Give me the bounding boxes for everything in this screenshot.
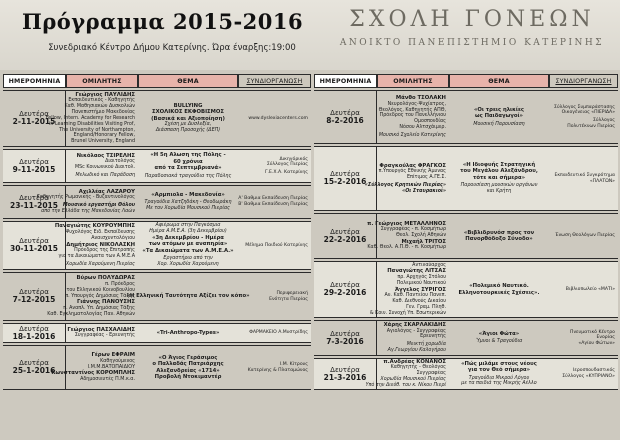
speaker-cell — [54, 222, 138, 269]
date-cell — [314, 321, 377, 355]
text-line: in Learning Disabilities Visiting Prof, — [49, 121, 135, 127]
day-label: Δευτέρα — [19, 288, 49, 297]
organizer-cell — [549, 214, 618, 258]
day-label: Δευτέρα — [19, 193, 49, 202]
text-line: «3η Δεκεμβρίου - Ημέρα — [152, 234, 224, 241]
schedule-row — [314, 213, 618, 259]
text-line: Σύλλογος Συμπαράστασης — [554, 104, 615, 110]
text-line: Χορωδία Μουσικού Πιερίας — [380, 377, 446, 383]
speaker-cell — [45, 91, 138, 146]
subject-cell — [449, 91, 549, 143]
organizer-cell — [238, 222, 311, 269]
schedule-row — [3, 272, 311, 321]
organizer-cell — [549, 91, 618, 143]
text-line: τότε και σήμερα» — [472, 174, 526, 181]
speaker-cell — [365, 359, 449, 389]
text-line: Μουσικό Σχολείο Κατερίνης — [378, 132, 446, 138]
text-line: Μουσική Παρουσίαση — [473, 121, 525, 127]
schedule-row — [3, 90, 311, 147]
text-line: Διαιτολόγος — [105, 159, 135, 165]
date-label: 25-1-2016 — [12, 366, 56, 376]
text-line: Ενορίας — [596, 335, 615, 341]
text-line: Προβολή Ντοκιμαντέρ — [154, 373, 222, 380]
text-line: «Η Ελληνική Ταυτότητα Αξίζει τον κόπο» — [126, 293, 250, 300]
text-line: Κωνσταντίνος ΚΟΡΟΜΠΛΗΣ — [51, 370, 135, 377]
schedule-row — [3, 221, 311, 270]
text-line: Συγγραφέας - Ερευνητής — [74, 333, 135, 339]
col-header-org-left: ΣΥΝΔΙΟΡΓΑΝΩΣΗ — [238, 74, 311, 88]
text-line: Σύλλογος «ΚΥΠΡΙΑΝΟ» — [562, 374, 615, 379]
text-line: Χορωδία Χαρούμενη Πιερίας — [65, 261, 135, 267]
date-label: 22-2-2016 — [323, 234, 367, 244]
text-line: Δημήτριος ΝΙΚΟΛΑΣΚΗ — [66, 241, 135, 248]
day-label: Δευτέρα — [330, 329, 360, 338]
text-line: π. Υπουργός Δημόσιας Τάξης — [65, 293, 135, 299]
organizer-cell — [238, 346, 311, 389]
text-line: Πανορθόδοξο Σύνοδο» — [465, 236, 533, 242]
text-line: Γεώργιος ΠΑΣΧΑΛΙΔΗΣ — [67, 326, 135, 333]
speaker-cell — [66, 324, 138, 342]
organizer-cell — [238, 186, 311, 218]
text-line: Υπό την Διεύθ. του κ. Νίκου Πιερί — [365, 383, 446, 389]
text-line: MSc Κοινωνικού Διαιτολ. — [75, 165, 135, 171]
text-line: The University of Northampton, — [59, 127, 135, 133]
subject-cell — [138, 324, 238, 342]
text-line: από την Ελλάδα της Μακεδονίας Λαών — [41, 209, 135, 215]
text-line: Δικηγόρικός — [279, 156, 308, 162]
text-line: Παραδοσιακά τραγούδια της Πόλης — [144, 173, 232, 179]
text-line: Πολεμικού Ναυτικού — [396, 280, 446, 286]
text-line: Fellow, Intern. Academy for Research — [45, 115, 135, 121]
text-line: και Κρήτη — [486, 189, 512, 195]
date-label: 30-11-2015 — [10, 244, 58, 254]
text-line: «Αγίου Φώτων» — [578, 340, 615, 346]
date-cell — [314, 147, 377, 210]
speaker-cell — [369, 262, 449, 317]
text-line: π. Γεώργιος ΜΕΤΑΛΛΗΝΟΣ — [367, 220, 446, 227]
text-line: & Κοιν. Συνοχή Υπ. Εσωτερικών — [369, 310, 446, 316]
date-cell — [3, 324, 66, 342]
text-line: «Ο Άγιος Γεράσιμος — [158, 354, 218, 361]
text-line: «ΠΛΑΤΩΝ» — [589, 178, 615, 184]
text-line: Εκπαιδευτικός - Καθηγητής — [68, 98, 135, 104]
text-line: Τραγούδια Μικρού Λόγου — [468, 375, 530, 381]
schedule-row — [314, 90, 618, 144]
schedule-row — [3, 345, 311, 390]
text-line: Πρόεδρος της Επιτροπής — [74, 248, 135, 254]
speaker-cell — [36, 186, 138, 218]
text-line: Γιάννης ΠΑΝΟΥΣΗΣ — [76, 299, 135, 306]
subject-cell — [449, 359, 549, 389]
text-line: «Τα Δικαιώματα των Α.Μ.Ε.Α.» — [142, 247, 234, 254]
text-line: Εκπαιδευτικό Συγκρότημα — [554, 172, 615, 178]
text-line: Αν. Καθ. Παντείου Πανεπ. — [384, 293, 446, 299]
date-label: 8-2-2016 — [326, 115, 364, 125]
organizer-cell — [549, 262, 618, 317]
text-line: Παρουσίαση μουσικών οργάνων — [460, 183, 538, 189]
text-line: Τραγούδια Χατζηδάκη - Θεοδωράκη — [144, 200, 232, 206]
speaker-cell — [66, 150, 138, 182]
text-line: Σύλλογος Πιερίας — [266, 162, 308, 168]
day-label: Δευτέρα — [330, 170, 360, 179]
text-line: «Αρμπιολα - Μακεδονία» — [151, 191, 225, 198]
text-line: για τα Δικαιώματα των Α.Μ.Ε.Α — [58, 253, 135, 259]
text-line: «Οι τρεις ηλικίες — [473, 106, 525, 113]
text-line: Νόσου Αλτσχάιμερ. — [399, 125, 446, 131]
subject-cell — [449, 214, 549, 258]
text-line: Παναγιώτης ΚΟΥΡΟΥΜΠΗΣ — [54, 223, 135, 230]
subject-cell — [449, 147, 549, 210]
text-line: «Οι Σταυρακιοί» — [402, 188, 446, 194]
date-label: 18-1-2016 — [12, 331, 56, 341]
schedule-row — [3, 323, 311, 343]
text-line: «Πολεμικό Ναυτικό. — [469, 283, 529, 290]
text-line: Θεολ. Σχολή Αθηνών — [396, 233, 446, 239]
text-line: Χάρης ΣΚΑΡΛΑΚΙΔΗΣ — [383, 322, 446, 329]
day-label: Δευτέρα — [19, 157, 49, 166]
text-line: Γ.Ε.Χ.Α. Κατερίνης — [265, 169, 308, 175]
university-name: ΑΝΟΙΚΤΟ ΠΑΝΕΠΙΣΤΗΜΙΟ ΚΑΤΕΡΙΝΗΣ — [339, 38, 605, 48]
school-name: ΣΧΟΛΗ ΓΟΝΕΩΝ — [349, 7, 595, 32]
text-line: Νευρολόγος-Ψυχίατρος, — [387, 101, 446, 107]
text-line: Ι.Μ.Μ.ΒΑΤΟΠΑΙΔΙΟΥ — [87, 364, 135, 370]
text-line: England/Honorary Fellow, — [73, 133, 135, 139]
text-line: Ενότητα Πιερίας — [269, 296, 308, 302]
col-header-org-right: ΣΥΝΔΙΟΡΓΑΝΩΣΗ — [549, 74, 618, 88]
subject-cell — [138, 91, 238, 146]
col-header-date-left: ΗΜΕΡΟΜΗΝΙΑ — [3, 74, 66, 88]
col-header-subject-left: ΘΕΜΑ — [138, 74, 238, 88]
schedule-row — [3, 149, 311, 183]
date-cell — [3, 346, 66, 389]
text-line: Ι.Μ. Κίτρους — [279, 361, 308, 367]
text-line: Μεικτή χορωδία — [406, 342, 446, 348]
text-line: Ελληνοτουρκικές Σχέσεις». — [458, 289, 540, 296]
organizer-cell — [238, 150, 311, 182]
text-line: Διάσπαση Προσοχής (ΔΕΠ) — [155, 128, 221, 134]
day-label: Δευτέρα — [19, 110, 49, 119]
text-line: Σύλλογος — [592, 118, 615, 123]
organizer-cell — [238, 91, 311, 146]
text-line: του Μεγάλου Αλεξάνδρου, — [460, 168, 538, 175]
text-line: Κατερίνης & Πλαταμώνος — [247, 367, 308, 373]
text-line: Οικογένειας «ΠΙΕΡΙΔΑ» — [561, 110, 615, 116]
schedule-row — [314, 261, 618, 318]
text-line: Αγ.Γεωργίου Καλογήρου — [387, 348, 446, 354]
speaker-cell — [367, 214, 449, 258]
speaker-cell — [364, 147, 449, 210]
text-line: Αναισχυντολόγιου — [91, 235, 135, 241]
text-line: Α' Βαθμια Εκπαίδευση Πιερίας — [238, 196, 308, 202]
schedule-row — [314, 146, 618, 211]
col-header-speaker-left: ΟΜΙΛΗΤΗΣ — [66, 74, 138, 88]
text-line: Ιεροσπουδαστικός — [573, 368, 615, 374]
text-line: Αφιέρωμα στην Παγκόσμια — [155, 223, 221, 229]
header-banner — [0, 0, 620, 70]
date-label: 9-11-2015 — [12, 164, 56, 174]
organizer-cell — [238, 324, 311, 342]
text-line: Νικόλαος ΤΣΙΡΕΛΗΣ — [76, 153, 135, 159]
text-line: Γέρων ΕΦΡΑΙΜ — [91, 352, 135, 359]
subject-cell — [126, 273, 250, 320]
schedule-row — [314, 358, 618, 390]
text-line: Με τον Χορωδία Μουσικού Πιερίας — [146, 206, 230, 212]
text-line: «Σύλλογος Κρητικών Πιερίας» — [364, 182, 446, 188]
text-line: Πολυτέκνων Πιερίας — [567, 123, 615, 129]
text-line: Αγιολόγος - Συγγραφέας — [386, 328, 446, 334]
text-line: Αδημοσιευτές Π.Μ.κ.α. — [80, 376, 135, 382]
text-line: Καθ. Εγκληματολογίας Παν. Αθηνών — [47, 311, 135, 317]
text-line: Πνευματικό Κέντρο — [570, 329, 615, 335]
text-line: Αχιλλέας ΛΑΖΑΡΟΥ — [78, 189, 135, 195]
date-cell — [3, 150, 66, 182]
text-line: ΦΑΡΜΑΚΕΙΟ Α.Μυστρίδης — [249, 330, 308, 336]
date-label: 7-3-2016 — [326, 336, 364, 346]
text-line: «Η 5η Αλωση της Πόλης - — [150, 152, 226, 159]
text-line: Καθ. Θεολ. Α.Π.Θ. - π. Κοσμήτωρ — [367, 245, 446, 251]
text-line: Σχέση με Δυσλεξία, — [164, 122, 212, 128]
date-label: 21-3-2016 — [323, 372, 367, 382]
text-line: Γεν. Γραμ. Πληθ. — [406, 304, 446, 310]
day-label: Δευτέρα — [19, 359, 49, 368]
schedule-row — [3, 185, 311, 219]
text-line: Εργαστήριο από την — [163, 256, 213, 262]
text-line: Παναγιώτης ΛΙΤΣΑΣ — [387, 268, 446, 275]
text-line: Ύμνοι & Τραγούδια — [475, 339, 523, 345]
text-line: Συγγραφέας - π. Κοσμήτωρ — [380, 227, 446, 233]
text-line: Πρόεδρος του Πανελλήνιου — [379, 113, 446, 119]
text-line: Θεολόγος, Καθηγητής ΑΠΘ, — [378, 107, 446, 113]
subject-cell — [138, 186, 238, 218]
col-header-speaker-right: ΟΜΙΛΗΤΗΣ — [377, 74, 449, 88]
text-line: Μουσικό εργαστήρι Θόλου — [62, 203, 135, 209]
subject-cell — [138, 222, 238, 269]
col-header-subject-right: ΘΕΜΑ — [449, 74, 549, 88]
text-line: (Βασικά και Αξιοποίηση) — [151, 115, 225, 122]
text-line: του Ελληνικού Κοινοβουλίου — [66, 287, 135, 293]
text-line: Επίτιμος Α.ΓΕ.Σ. — [407, 174, 446, 180]
text-line: π.Υπουργός Εθνικής Άμυνας — [378, 169, 446, 175]
date-label: 15-2-2016 — [323, 177, 367, 187]
date-cell — [314, 91, 377, 143]
day-label: Δευτέρα — [330, 365, 360, 374]
speaker-cell — [377, 321, 449, 355]
text-line: ως Παιδαγωγοί» — [475, 113, 523, 120]
text-line: ΣΧΟΛΙΚΟΣ ΕΚΦΟΒΙΣΜΟΣ — [151, 109, 225, 116]
text-line: Χορ. Χορωδία Χαρούμενη — [157, 262, 219, 268]
text-line: ο Παλλαδάς Πατριάρχης — [152, 361, 224, 368]
organizer-cell — [549, 321, 618, 355]
text-line: Ένωση Θεολόγων Πιερίας — [555, 233, 615, 239]
text-line: «Πώς μιλάμε στους νέους — [461, 360, 537, 367]
page-title: Πρόγραμμα 2015-2016 — [22, 9, 304, 34]
text-line: Αντιναύαρχος — [412, 262, 446, 268]
schedule-row — [314, 320, 618, 356]
text-line: Ομοσπονδίας — [414, 119, 446, 125]
date-label: 23-11-2015 — [10, 200, 58, 210]
text-line: για τον Θεό σήμερα» — [467, 367, 531, 374]
text-line: Πανεπιστήμιο Μακεδονίας — [71, 110, 135, 116]
text-line: «Άγιοι Φώτα» — [478, 330, 520, 337]
text-line: Συγγραφέας — [416, 371, 446, 377]
text-line: Καθηγητής - Θεολόγος — [390, 365, 446, 371]
text-line: πρ. Αρχηγός Στόλου — [397, 274, 446, 280]
subject-cell — [138, 346, 238, 389]
text-line: Ψυχολόγος Ειδ. Εκπαίδευσης — [65, 229, 135, 235]
organizer-cell — [549, 359, 618, 389]
text-line: Β' Βαθμια Εκπαίδευση Πιερίας — [238, 202, 308, 207]
text-line: BULLYING — [173, 102, 203, 109]
text-line: π. Αναπλ. Υπ. Δημόσιας Τάξης — [63, 305, 135, 311]
text-line: Φραγκούλας ΦΡΑΓΚΟΣ — [379, 162, 446, 169]
text-line: από τα Σεπτεμβριανά» — [154, 165, 222, 172]
text-line: Αλεξανδρείας «1714» — [156, 367, 220, 374]
text-line: π. Πρόεδρος — [105, 281, 135, 287]
text-line: Βιβλιοπωλείο «ΜΑΤΙ» — [565, 286, 615, 292]
subject-cell — [449, 321, 549, 355]
text-line: Μέλημα Παιδιού Κατερίνης — [245, 242, 308, 248]
day-label: Δευτέρα — [330, 108, 360, 117]
text-line: www.dyslexiacenters.com — [248, 115, 308, 121]
date-label: 29-2-2016 — [323, 288, 367, 298]
venue-info: Συνεδριακό Κέντρο Δήμου Κατερίνης. Ώρα έναρξης:19:00 — [48, 43, 296, 53]
text-line: «Βιβλιδρυνόσ προς τον — [463, 229, 535, 236]
text-line: π.Ανδρέας ΚΟΝΑΝΟΣ — [383, 359, 446, 365]
text-line: Βύρων ΠΟΛΥΔΩΡΑΣ — [76, 275, 135, 282]
speaker-cell — [377, 91, 449, 143]
date-cell — [314, 262, 377, 317]
day-label: Δευτέρα — [19, 324, 49, 333]
text-line: Ημέρα Α.Μ.Ε.Α. (3η Δεκεμβρίου) — [149, 228, 227, 234]
day-label: Δευτέρα — [19, 237, 49, 246]
date-label: 7-12-2015 — [12, 295, 56, 305]
text-line: με τα παιδιά της Μικρής Αέλλο — [461, 381, 537, 387]
text-line: Γεώργιος ΠΑΥΛΙΔΗΣ — [75, 91, 135, 98]
text-line: «Tri-Anthropo-Types» — [156, 329, 220, 336]
text-line: των ατόμων με αναπηρία» — [148, 241, 228, 248]
text-line: Ερευνητής — [420, 334, 446, 340]
text-line: 60 χρόνια — [173, 158, 203, 165]
text-line: Μελωδικό και Παράδοση — [75, 173, 135, 179]
text-line: Περιφερειακή — [276, 290, 308, 296]
text-line: «Η Ιδιοφυής Στρατηγική — [462, 161, 536, 168]
date-label: 2-11-2015 — [12, 117, 56, 127]
day-label: Δευτέρα — [330, 281, 360, 290]
speaker-cell — [51, 346, 138, 389]
text-line: Μιχαήλ ΤΡΙΤΟΣ — [401, 238, 446, 245]
day-label: Δευτέρα — [330, 227, 360, 236]
subject-cell — [138, 150, 238, 182]
subject-cell — [449, 262, 549, 317]
text-line: Καθηγητής Ρωμανικής - Βυζαντινολόγος — [36, 195, 135, 201]
col-header-date-right: ΗΜΕΡΟΜΗΝΙΑ — [314, 74, 377, 88]
text-line: Καθηγούμενος — [100, 358, 135, 364]
text-line: Καθ. Μαθησιακών Δυσκολιών — [64, 104, 135, 110]
text-line: Καθ. Διεθνούς Δικαίου — [392, 298, 446, 304]
text-line: Brunel University, England — [71, 139, 135, 145]
organizer-cell — [238, 273, 311, 320]
text-line: Μάνθο ΤΣΟΛΑΚΗ — [395, 95, 446, 102]
text-line: Άγγελος ΣΥΡΙΓΟΣ — [394, 286, 446, 293]
organizer-cell — [549, 147, 618, 210]
